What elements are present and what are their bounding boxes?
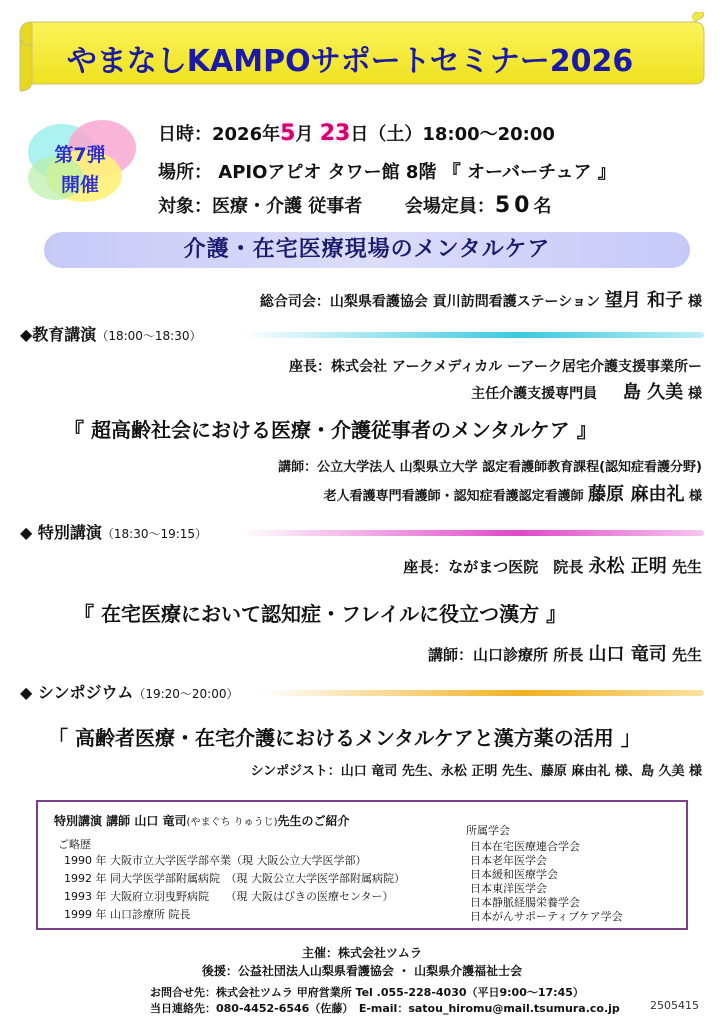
section-special-heading: ◆ 特別講演（18:30～19:15） [20,523,208,542]
badge-edition: 第7弾 [54,144,106,166]
profile-heading: 特別講演 講師 山口 竜司(やまぐち りゅうじ)先生のご紹介 [54,814,350,828]
special-divider [240,530,704,536]
organizer: 主催：株式会社ツムラ [302,946,422,960]
symposium-title: 「 高齢者医療・在宅介護におけるメンタルケアと漢方薬の活用 」 [48,726,641,750]
profile-society-item: 日本緩和医療学会 [470,868,558,881]
event-title: やまなしKAMPOサポートセミナー2026 [66,44,634,79]
badge-held: 開催 [60,174,99,196]
event-target: 対象：医療・介護 従事者 会場定員：50名 [158,193,552,218]
education-chair-name: 島 久美 [622,382,684,403]
theme-title: 介護・在宅医療現場のメンタルケア [183,237,551,262]
profile-history-item: 1992 年 同大学医学部附属病院 （現 大阪公立大学医学部附属病院） [64,872,405,885]
event-day: 23 [319,121,351,146]
day-contact-info: 当日連絡先：080-4452-6546（佐藤） E-mail：satou_hiromu@mail.tsumura.co.jp [150,1002,620,1015]
profile-history-label: ご略歴 [58,838,91,851]
special-lecturer-name: 山口 竜司 [588,644,667,665]
education-lecturer-line: 老人看護専門看護師・認知症看護認定看護師 藤原 麻由礼 様 [323,484,702,505]
profile-history-item: 1999 年 山口診療所 院長 [64,908,191,921]
profile-society-item: 日本東洋医学会 [470,882,547,895]
special-chair-line: 座長：ながまつ医院 院長 永松 正明 先生 [403,556,702,577]
section-education-heading: ◆教育講演（18:00～18:30） [20,325,202,344]
section-symposium-heading: ◆ シンポジウム（19:20～20:00） [20,683,239,702]
profile-society-item: 日本静脈経腸栄養学会 [470,896,580,909]
education-chair-line: 主任介護支援専門員 島 久美 様 [471,382,702,403]
sponsors: 後援：公益社団法人山梨県看護協会 ・ 山梨県介護福祉士会 [201,964,523,978]
profile-history-item: 1990 年 大阪市立大学医学部卒業（現 大阪公立大学医学部） [64,854,367,867]
profile-history-item: 1993 年 大阪府立羽曳野病院 （現 大阪はびきの医療センター） [64,890,394,903]
education-divider [240,332,704,338]
event-venue: 場所： APIOアピオ タワー館 8階 『 オーバーチュア 』 [158,162,616,183]
profile-society-item: 日本老年医学会 [470,854,547,867]
capacity-value: 50 [494,193,534,218]
education-chair-affiliation: 座長：株式会社 アークメディカル ーアーク居宅介護支援事業所ー [289,359,702,375]
special-chair-name: 永松 正明 [588,556,667,577]
education-talk-title: 『 超高齢社会における医療・介護従事者のメンタルケア 』 [64,418,597,442]
profile-society-item: 日本がんサポーティブケア学会 [470,910,623,923]
theme-banner [44,232,690,268]
document-code: 2505415 [650,999,699,1012]
moderator-name: 望月 和子 [604,290,684,311]
moderator-line: 総合司会：山梨県看護協会 貢川訪問看護ステーション 望月 和子 様 [259,290,702,311]
title-banner [18,12,708,92]
contact-info: お問合せ先：株式会社ツムラ 甲府営業所 Tel .055-228-4030（平日9:00～17:45） [150,986,584,999]
special-talk-title: 『 在宅医療において認知症・フレイルに役立つ漢方 』 [74,602,567,626]
education-lecturer-affiliation: 講師：公立大学法人 山梨県立大学 認定看護師教育課程(認知症看護分野) [278,460,702,475]
event-date: 日時：2026年5月 23日（土）18:00～20:00 [158,121,555,146]
symposium-panelists: シンポジスト：山口 竜司 先生、永松 正明 先生、藤原 麻由礼 様、島 久美 様 [250,764,702,779]
event-month: 5 [280,121,296,146]
special-lecturer-line: 講師：山口診療所 所長 山口 竜司 先生 [428,644,702,665]
symposium-divider [260,690,704,696]
profile-societies-label: 所属学会 [466,824,510,837]
education-lecturer-name: 藤原 麻由礼 [588,484,685,505]
profile-society-item: 日本在宅医療連合学会 [470,840,580,853]
